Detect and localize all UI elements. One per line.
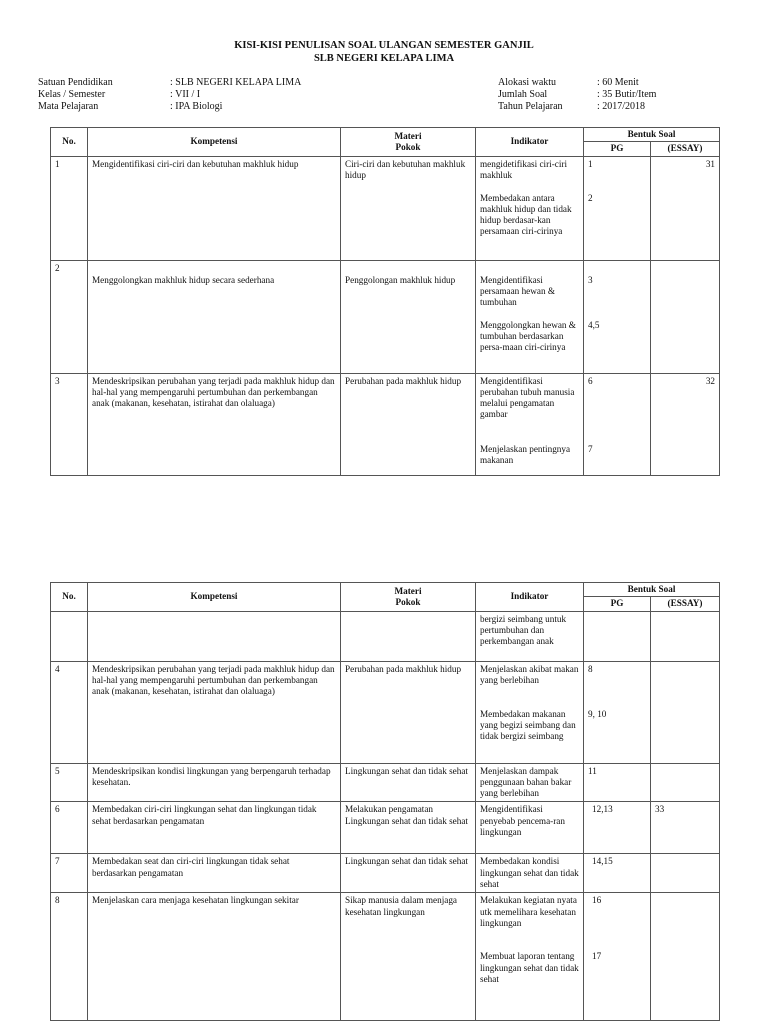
indikator-item: Mengidentifikasi persamaan hewan & tumbuhan bbox=[480, 274, 555, 308]
row-kompetensi: Membedakan ciri-ciri lingkungan sehat dan lingkungan tidak sehat berdasarkan pengamatan bbox=[88, 802, 341, 854]
info-value: : SLB NEGERI KELAPA LIMA bbox=[170, 77, 302, 88]
row-kompetensi: Mendeskripsikan perubahan yang terjadi pada makhluk hidup dan hal-hal yang mempengaruhi pertumbuhan dan perkembangan anak (makanan, kesehatan, istirahat dan olaluaga) bbox=[88, 373, 341, 475]
row-indikator bbox=[476, 260, 584, 373]
info-value: : 60 Menit bbox=[597, 77, 639, 88]
pg-item: 1 bbox=[588, 158, 593, 169]
col-header-essay: (ESSAY) bbox=[651, 142, 720, 156]
col-header-no: No. bbox=[51, 128, 88, 157]
row-kompetensi: Membedakan seat dan ciri-ciri lingkungan tidak sehat berdasarkan pengamatan bbox=[88, 854, 341, 893]
row-pg bbox=[584, 893, 651, 1021]
row-pg: 12,13 bbox=[584, 802, 651, 854]
row-no: 7 bbox=[51, 854, 88, 893]
info-value: : 35 Butir/Item bbox=[597, 89, 657, 100]
row-pg: 14,15 bbox=[584, 854, 651, 893]
kisi-table-1 bbox=[50, 127, 720, 476]
indikator-item: Menjelaskan akibat makan yang berlebihan bbox=[480, 663, 579, 685]
row-materi: Penggolongan makhluk hidup bbox=[341, 260, 476, 373]
row-kompetensi: Menjelaskan cara menjaga kesehatan lingkungan sekitar bbox=[88, 893, 341, 1021]
info-label: Tahun Pelajaran bbox=[498, 101, 563, 112]
pg-item: 16 bbox=[592, 895, 602, 906]
info-label: Satuan Pendidikan bbox=[38, 77, 113, 88]
row-materi: Perubahan pada makhluk hidup bbox=[341, 661, 476, 763]
row-essay: 33 bbox=[651, 802, 720, 854]
pg-item: 9, 10 bbox=[588, 708, 607, 719]
col-header-materi: Materi Pokok bbox=[341, 128, 476, 157]
table-row bbox=[51, 260, 720, 373]
col-header-materi: Materi Pokok bbox=[341, 583, 476, 612]
info-left-labels bbox=[38, 77, 113, 113]
col-header-indikator: Indikator bbox=[476, 583, 584, 612]
row-no: 6 bbox=[51, 802, 88, 854]
row-materi: Sikap manusia dalam menjaga kesehatan lingkungan bbox=[341, 893, 476, 1021]
col-header-bentuk-soal: Bentuk Soal bbox=[584, 128, 720, 142]
row-indikator: Mengidentifikasi penyebab pencema-ran lingkungan bbox=[476, 802, 584, 854]
table-row bbox=[51, 373, 720, 475]
row-essay: 32 bbox=[651, 373, 720, 475]
indikator-item: Membedakan antara makhluk hidup dan tidak hidup berdasar-kan persamaan ciri-cirinya bbox=[480, 192, 572, 237]
col-header-kompetensi: Kompetensi bbox=[88, 128, 341, 157]
pg-item: 3 bbox=[588, 274, 593, 285]
col-header-bentuk-soal: Bentuk Soal bbox=[584, 583, 720, 597]
row-essay bbox=[651, 763, 720, 802]
row-no: 3 bbox=[51, 373, 88, 475]
row-no: 4 bbox=[51, 661, 88, 763]
info-value: : 2017/2018 bbox=[597, 101, 646, 112]
col-header-pg: PG bbox=[584, 142, 651, 156]
row-indikator bbox=[476, 156, 584, 260]
indikator-item: Membedakan makanan yang begizi seimbang dan tidak bergizi seimbang bbox=[480, 708, 576, 742]
table-row bbox=[51, 854, 720, 893]
table-row bbox=[51, 893, 720, 1021]
table-row bbox=[51, 763, 720, 802]
row-pg bbox=[584, 611, 651, 661]
table-row bbox=[51, 802, 720, 854]
row-no: 8 bbox=[51, 893, 88, 1021]
pg-item: 8 bbox=[588, 663, 593, 674]
indikator-item: Menggolongkan hewan & tumbuhan berdasarkan persa-maan ciri-cirinya bbox=[480, 319, 576, 353]
pg-item: 17 bbox=[592, 951, 602, 962]
info-label: Mata Pelajaran bbox=[38, 101, 99, 112]
col-header-no: No. bbox=[51, 583, 88, 612]
pg-item: 4,5 bbox=[588, 319, 600, 330]
row-indikator bbox=[476, 893, 584, 1021]
row-materi bbox=[341, 611, 476, 661]
row-materi: Perubahan pada makhluk hidup bbox=[341, 373, 476, 475]
row-kompetensi bbox=[88, 611, 341, 661]
document-title: KISI-KISI PENULISAN SOAL ULANGAN SEMESTER GANJIL bbox=[234, 40, 534, 51]
info-right-values bbox=[597, 77, 656, 113]
row-essay bbox=[651, 854, 720, 893]
row-no: 2 bbox=[51, 260, 88, 373]
row-kompetensi: Mendeskripsikan perubahan yang terjadi pada makhluk hidup dan hal-hal yang mempengaruhi pertumbuhan dan perkembangan anak (makanan, kesehatan, istirahat dan olaluaga) bbox=[88, 661, 341, 763]
row-materi: Melakukan pengamatan Lingkungan sehat dan tidak sehat bbox=[341, 802, 476, 854]
col-header-pg: PG bbox=[584, 597, 651, 611]
pg-item: 6 bbox=[588, 375, 593, 386]
indikator-item: Menjelaskan pentingnya makanan bbox=[480, 443, 571, 465]
row-kompetensi: Mengidentifikasi ciri-ciri dan kebutuhan makhluk hidup bbox=[88, 156, 341, 260]
indikator-item: Melakukan kegiatan nyata utk memelihara kesehatan lingkungan bbox=[480, 895, 577, 928]
row-essay bbox=[651, 661, 720, 763]
row-essay bbox=[651, 893, 720, 1021]
row-materi: Lingkungan sehat dan tidak sehat bbox=[341, 763, 476, 802]
row-pg bbox=[584, 373, 651, 475]
row-essay bbox=[651, 611, 720, 661]
info-label: Kelas / Semester bbox=[38, 89, 106, 100]
pg-item: 2 bbox=[588, 192, 593, 203]
row-indikator: Membedakan kondisi lingkungan sehat dan tidak sehat bbox=[476, 854, 584, 893]
table-row bbox=[51, 156, 720, 260]
pg-item: 7 bbox=[588, 443, 593, 454]
info-right-labels bbox=[498, 77, 563, 113]
row-indikator: Menjelaskan dampak penggunaan bahan bakar yang berlebihan bbox=[476, 763, 584, 802]
row-pg bbox=[584, 260, 651, 373]
col-header-indikator: Indikator bbox=[476, 128, 584, 157]
row-essay bbox=[651, 260, 720, 373]
row-pg bbox=[584, 156, 651, 260]
table-row bbox=[51, 661, 720, 763]
col-header-essay: (ESSAY) bbox=[651, 597, 720, 611]
row-indikator: bergizi seimbang untuk pertumbuhan dan perkembangan anak bbox=[476, 611, 584, 661]
row-indikator bbox=[476, 373, 584, 475]
indikator-item: mengidetifikasi ciri-ciri makhluk bbox=[480, 158, 567, 180]
row-materi: Lingkungan sehat dan tidak sehat bbox=[341, 854, 476, 893]
row-no bbox=[51, 611, 88, 661]
info-label: Alokasi waktu bbox=[498, 77, 557, 88]
school-name-title: SLB NEGERI KELAPA LIMA bbox=[313, 53, 455, 64]
indikator-item: Mengidentifikasi perubahan tubuh manusia melalui pengamatan gambar bbox=[480, 375, 575, 420]
row-kompetensi: Menggolongkan makhluk hidup secara sederhana bbox=[88, 260, 341, 373]
row-no: 5 bbox=[51, 763, 88, 802]
row-pg bbox=[584, 661, 651, 763]
table-row-continued bbox=[51, 611, 720, 661]
kisi-table-2 bbox=[50, 582, 720, 1021]
info-left-values bbox=[170, 77, 301, 113]
info-value: : IPA Biologi bbox=[170, 101, 223, 112]
row-kompetensi: Mendeskripsikan kondisi lingkungan yang berpengaruh terhadap kesehatan. bbox=[88, 763, 341, 802]
info-value: : VII / I bbox=[170, 89, 201, 100]
col-header-kompetensi: Kompetensi bbox=[88, 583, 341, 612]
row-indikator bbox=[476, 661, 584, 763]
row-materi: Ciri-ciri dan kebutuhan makhluk hidup bbox=[341, 156, 476, 260]
row-no: 1 bbox=[51, 156, 88, 260]
row-essay: 31 bbox=[651, 156, 720, 260]
row-pg: 11 bbox=[584, 763, 651, 802]
indikator-item: Membuat laporan tentang lingkungan sehat dan tidak sehat bbox=[480, 951, 579, 984]
info-label: Jumlah Soal bbox=[498, 89, 548, 100]
